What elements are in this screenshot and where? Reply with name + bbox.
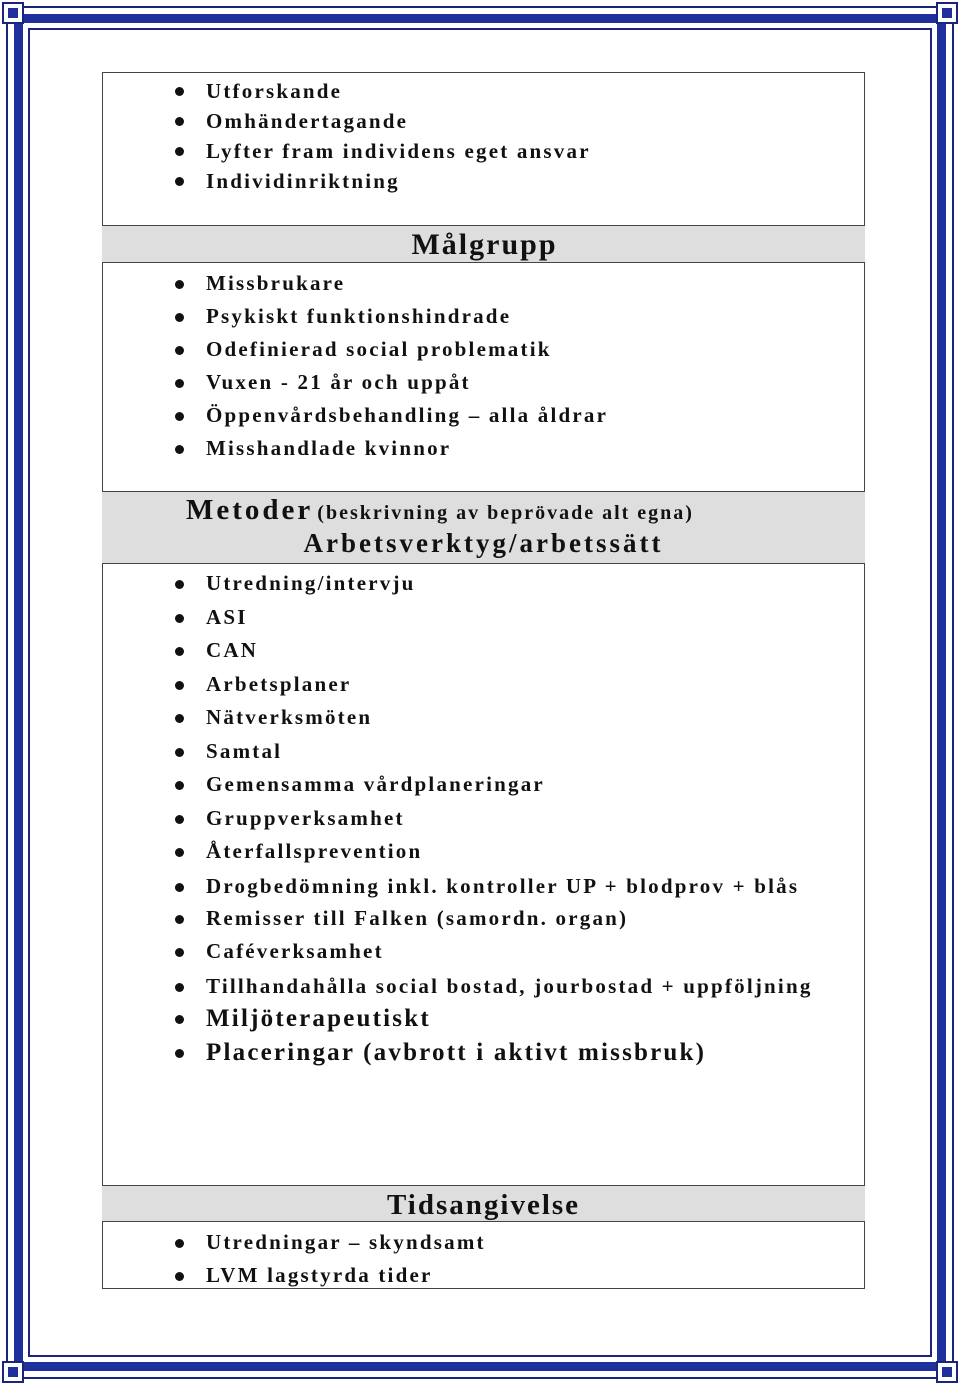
metoder-list — [175, 567, 835, 1070]
bullet-icon — [175, 147, 184, 156]
bullet-icon — [175, 815, 184, 824]
metoder-heading-note: (beskrivning av beprövade alt egna) — [317, 502, 694, 524]
list-item: Misshandlade kvinnor — [175, 432, 835, 465]
bullet-icon — [175, 580, 184, 589]
list-item: Utredning/intervju — [175, 567, 835, 601]
list-item: Arbetsplaner — [175, 668, 835, 702]
corner-ornament — [2, 2, 24, 24]
metoder-header — [102, 491, 865, 564]
metoder-heading: Metoder — [186, 494, 314, 526]
tidsangivelse-heading: Tidsangivelse — [386, 1189, 581, 1221]
corner-ornament — [2, 1361, 24, 1383]
list-item: Drogbedömning inkl. kontroller UP + blodprov + blås — [175, 869, 835, 902]
list-item: CAN — [175, 634, 835, 668]
malgrupp-heading: Målgrupp — [411, 228, 558, 261]
list-item: Utforskande — [175, 76, 835, 106]
tidsangivelse-list — [175, 1226, 835, 1292]
bullet-icon — [175, 915, 184, 924]
list-item: Tillhandahålla social bostad, jourbostad + uppföljning — [175, 969, 835, 1002]
bullet-icon — [175, 280, 184, 289]
malgrupp-list — [175, 267, 835, 465]
bullet-icon — [175, 681, 184, 690]
bullet-icon — [175, 1272, 184, 1281]
list-item: Nätverksmöten — [175, 701, 835, 735]
list-item: Miljöterapeutiskt — [175, 1002, 835, 1036]
list-item: Vuxen - 21 år och uppåt — [175, 366, 835, 399]
bullet-icon — [175, 313, 184, 322]
list-item: Remisser till Falken (samordn. organ) — [175, 902, 835, 936]
bullet-icon — [175, 87, 184, 96]
bullet-icon — [175, 647, 184, 656]
list-item: Individinriktning — [175, 166, 835, 196]
tidsangivelse-header — [102, 1185, 865, 1222]
malgrupp-header — [102, 225, 865, 263]
list-item: Missbrukare — [175, 267, 835, 300]
list-item: Utredningar – skyndsamt — [175, 1226, 835, 1259]
bullet-icon — [175, 1015, 184, 1024]
list-item: LVM lagstyrda tider — [175, 1259, 835, 1292]
list-item: ASI — [175, 601, 835, 635]
bullet-icon — [175, 412, 184, 421]
bullet-icon — [175, 748, 184, 757]
corner-ornament — [936, 2, 958, 24]
list-item: Återfallsprevention — [175, 835, 835, 869]
bullet-icon — [175, 883, 184, 892]
bullet-icon — [175, 1049, 184, 1058]
list-item: Placeringar (avbrott i aktivt missbruk) — [175, 1036, 835, 1070]
list-item: Samtal — [175, 735, 835, 769]
bullet-icon — [175, 983, 184, 992]
top-list — [175, 76, 835, 196]
bullet-icon — [175, 781, 184, 790]
bullet-icon — [175, 614, 184, 623]
list-item: Omhändertagande — [175, 106, 835, 136]
list-item: Caféverksamhet — [175, 935, 835, 969]
bullet-icon — [175, 445, 184, 454]
bullet-icon — [175, 714, 184, 723]
bullet-icon — [175, 117, 184, 126]
list-item: Psykiskt funktionshindrade — [175, 300, 835, 333]
list-item: Gruppverksamhet — [175, 802, 835, 836]
metoder-subheading: Arbetsverktyg/arbetssätt — [303, 528, 664, 558]
bullet-icon — [175, 948, 184, 957]
list-item: Lyfter fram individens eget ansvar — [175, 136, 835, 166]
list-item: Odefinierad social problematik — [175, 333, 835, 366]
corner-ornament — [936, 1361, 958, 1383]
bullet-icon — [175, 1239, 184, 1248]
list-item: Gemensamma vårdplaneringar — [175, 768, 835, 802]
bullet-icon — [175, 848, 184, 857]
bullet-icon — [175, 177, 184, 186]
bullet-icon — [175, 346, 184, 355]
list-item: Öppenvårdsbehandling – alla åldrar — [175, 399, 835, 432]
bullet-icon — [175, 379, 184, 388]
